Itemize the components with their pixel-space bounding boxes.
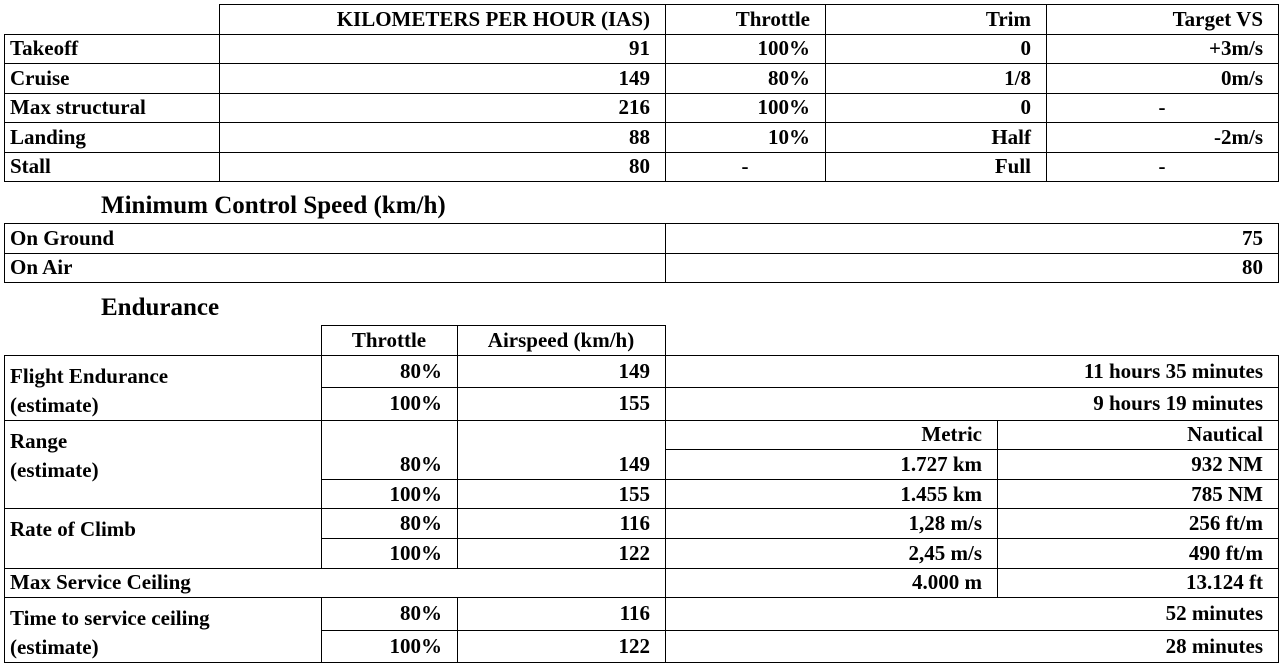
- header-trim: Trim: [826, 5, 1047, 35]
- row-metric: 1,28 m/s: [666, 509, 998, 539]
- endurance-title: Endurance: [101, 294, 220, 321]
- header-airspeed: Airspeed (km/h): [458, 326, 666, 356]
- speeds-row: [5, 64, 1279, 94]
- time-to-ceiling-label: [5, 598, 322, 663]
- header-target-vs: Target VS: [1047, 5, 1279, 35]
- header-corner-empty: [5, 326, 322, 356]
- time-to-ceiling-row: [5, 598, 1279, 631]
- endurance-header-row: [5, 326, 1279, 356]
- min-control-row: [5, 224, 1279, 254]
- climb-label: [5, 509, 322, 568]
- speeds-row: [5, 152, 1279, 182]
- row-target-vs: -: [1047, 93, 1279, 123]
- row-trim: 0: [826, 34, 1047, 64]
- row-trim: 1/8: [826, 64, 1047, 94]
- header-throttle: Throttle: [666, 5, 826, 35]
- ceiling-metric: 4.000 m: [666, 568, 998, 598]
- row-value: 75: [666, 224, 1279, 254]
- header-throttle: Throttle: [322, 326, 458, 356]
- range-label: [5, 420, 322, 509]
- row-target-vs: -: [1047, 152, 1279, 182]
- row-airspeed: 122: [458, 630, 666, 663]
- row-airspeed: 155: [458, 479, 666, 509]
- row-airspeed: 122: [458, 538, 666, 568]
- row-kmh: 88: [220, 123, 666, 153]
- row-label: Takeoff: [5, 34, 220, 64]
- ceiling-row: [5, 568, 1279, 598]
- row-kmh: 80: [220, 152, 666, 182]
- row-metric: 1.727 km: [666, 450, 998, 480]
- row-trim: 0: [826, 93, 1047, 123]
- range-airspeed-empty: [458, 420, 666, 450]
- row-imperial: 256 ft/m: [998, 509, 1279, 539]
- endurance-table: [4, 325, 1279, 663]
- speeds-row: [5, 34, 1279, 64]
- row-time: 52 minutes: [666, 598, 1279, 631]
- row-kmh: 216: [220, 93, 666, 123]
- ceiling-imperial: 13.124 ft: [998, 568, 1279, 598]
- header-kmh: KILOMETERS PER HOUR (IAS): [220, 5, 666, 35]
- row-metric: 1.455 km: [666, 479, 998, 509]
- min-control-speed-table: [4, 223, 1279, 283]
- row-throttle: 80%: [322, 509, 458, 539]
- min-control-speed-title: Minimum Control Speed (km/h): [101, 192, 446, 219]
- range-label-text: Range (estimate): [10, 428, 99, 482]
- row-nautical: 932 NM: [998, 450, 1279, 480]
- row-airspeed: 149: [458, 450, 666, 480]
- speeds-header-row: [5, 5, 1279, 35]
- speeds-row: [5, 123, 1279, 153]
- row-time: 28 minutes: [666, 630, 1279, 663]
- row-throttle: 80%: [322, 598, 458, 631]
- range-throttle-empty: [322, 420, 458, 450]
- row-throttle: 100%: [322, 388, 458, 421]
- flight-endurance-label: [5, 355, 322, 420]
- header-empty: [666, 326, 1279, 356]
- row-kmh: 91: [220, 34, 666, 64]
- range-nautical-header: Nautical: [998, 420, 1279, 450]
- row-endurance: 9 hours 19 minutes: [666, 388, 1279, 421]
- row-throttle: 100%: [322, 538, 458, 568]
- row-target-vs: +3m/s: [1047, 34, 1279, 64]
- row-endurance: 11 hours 35 minutes: [666, 355, 1279, 388]
- flight-endurance-label-text: Flight Endurance (estimate): [10, 363, 169, 417]
- row-label: Landing: [5, 123, 220, 153]
- climb-row: [5, 509, 1279, 539]
- row-throttle: -: [666, 152, 826, 182]
- range-metric-header: Metric: [666, 420, 998, 450]
- row-throttle: 100%: [666, 34, 826, 64]
- min-control-row: [5, 253, 1279, 283]
- range-header-row: [5, 420, 1279, 450]
- flight-endurance-row: [5, 355, 1279, 388]
- ceiling-label: Max Service Ceiling: [5, 568, 666, 598]
- row-kmh: 149: [220, 64, 666, 94]
- row-imperial: 490 ft/m: [998, 538, 1279, 568]
- header-corner-empty: [5, 5, 220, 35]
- row-nautical: 785 NM: [998, 479, 1279, 509]
- row-throttle: 80%: [322, 450, 458, 480]
- row-airspeed: 116: [458, 509, 666, 539]
- row-throttle: 10%: [666, 123, 826, 153]
- row-airspeed: 155: [458, 388, 666, 421]
- time-to-ceiling-label-text: Time to service ceiling (estimate): [10, 606, 210, 660]
- row-throttle: 100%: [322, 630, 458, 663]
- row-throttle: 100%: [322, 479, 458, 509]
- row-label: Cruise: [5, 64, 220, 94]
- row-throttle: 100%: [666, 93, 826, 123]
- row-target-vs: -2m/s: [1047, 123, 1279, 153]
- row-trim: Half: [826, 123, 1047, 153]
- row-trim: Full: [826, 152, 1047, 182]
- row-airspeed: 116: [458, 598, 666, 631]
- row-label: Max structural: [5, 93, 220, 123]
- row-label: On Air: [5, 253, 666, 283]
- row-airspeed: 149: [458, 355, 666, 388]
- row-target-vs: 0m/s: [1047, 64, 1279, 94]
- row-throttle: 80%: [666, 64, 826, 94]
- row-value: 80: [666, 253, 1279, 283]
- speeds-table: [4, 4, 1279, 182]
- row-label: On Ground: [5, 224, 666, 254]
- row-label: Stall: [5, 152, 220, 182]
- row-throttle: 80%: [322, 355, 458, 388]
- speeds-row: [5, 93, 1279, 123]
- climb-label-text: Rate of Climb: [10, 517, 136, 542]
- row-metric: 2,45 m/s: [666, 538, 998, 568]
